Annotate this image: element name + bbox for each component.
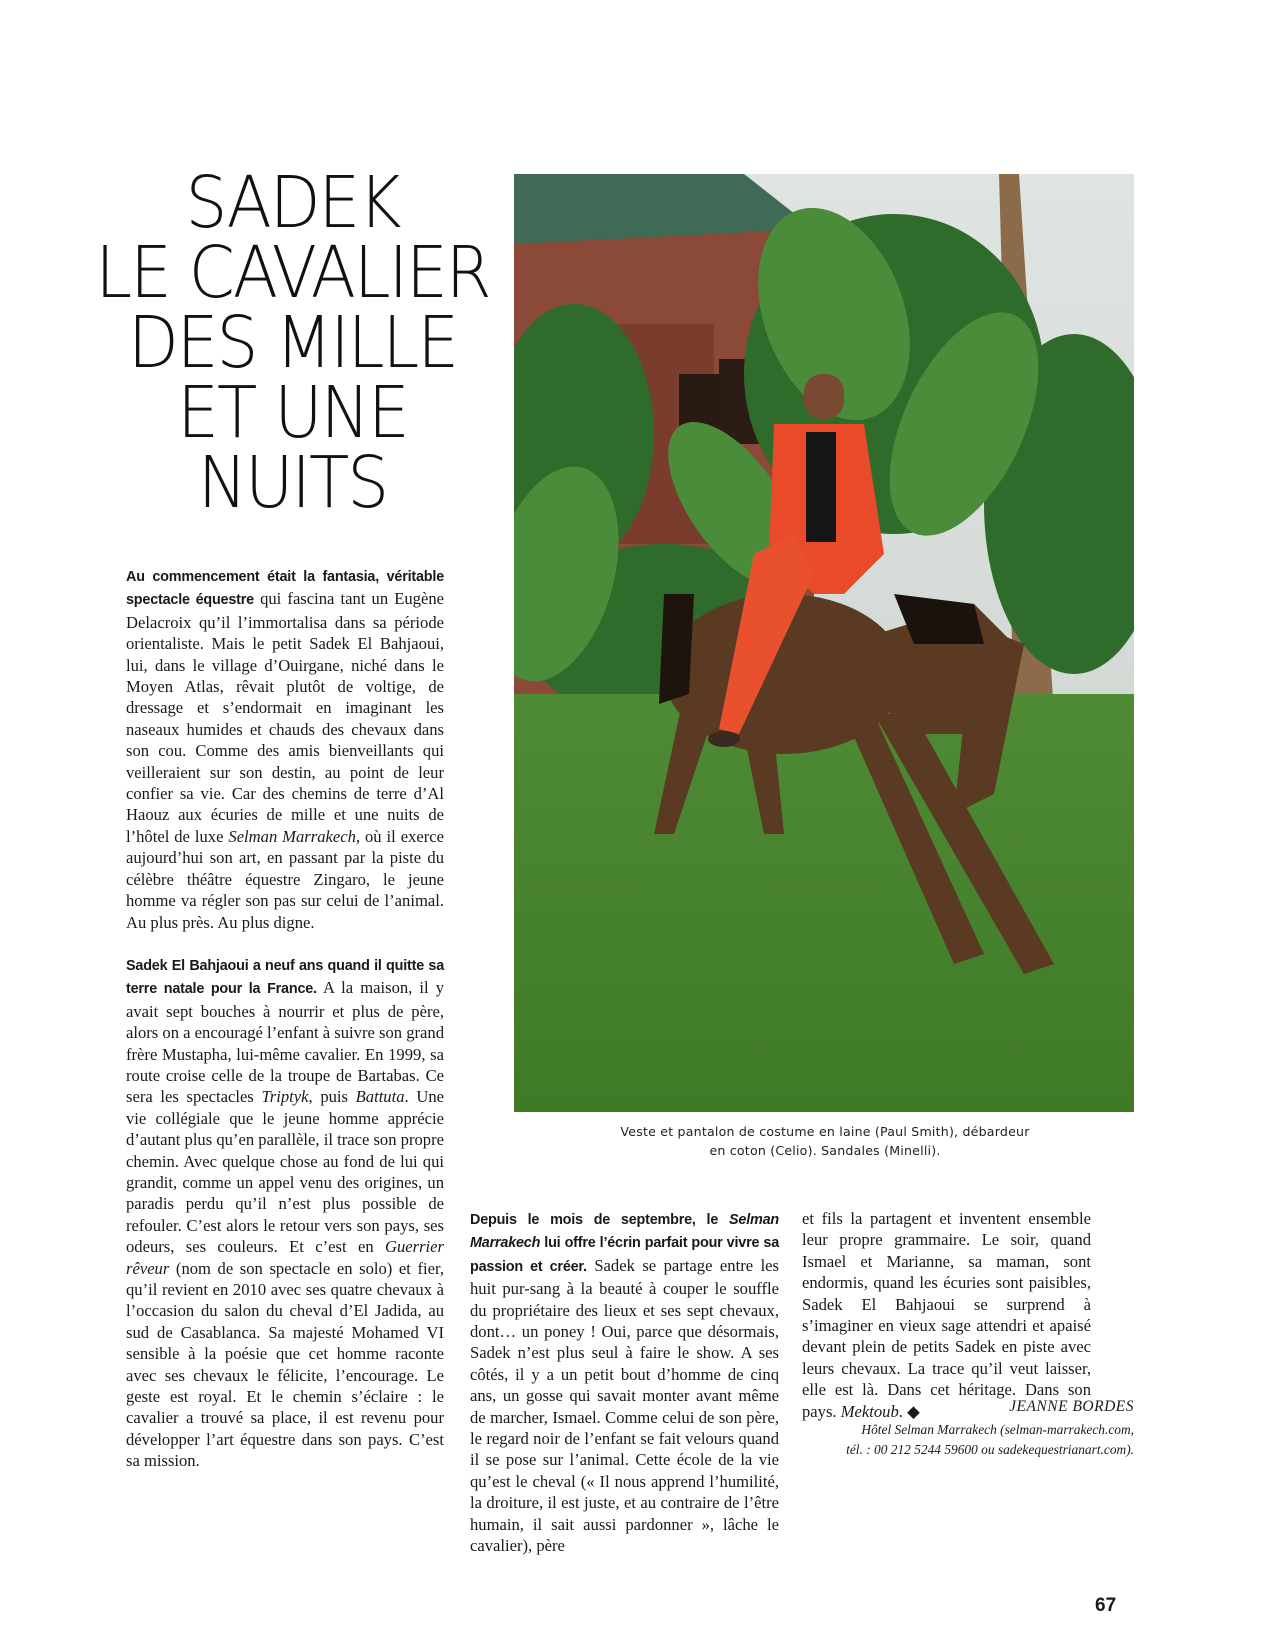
photo-caption — [560, 1122, 1090, 1160]
body-text: Sadek se partage entre les huit pur-sang à la beauté à couper le souffle du propriétaire des lieux et ses sept chevaux, dont… un poney ! Oui, parce que désormais, Sadek n’est plus seul à faire le show. A ses côtés, il y a un petit bout d’homme de cinq ans, un gosse qui savait monter avant même de marcher, Ismael. Comme celui de son père, le regard noir de l’enfant se fait velours quand il se pose sur l’animal. Cette école de la vie qu’est le cheval (« Il nous apprend l’humilité, la droiture, il est juste, et au contraire de l’être humain, il sait aussi pardonner », lâche le cavalier), père — [470, 1255, 780, 1556]
paragraph-continued — [802, 1208, 1091, 1422]
lead-in-italic: Selman Marrakech — [470, 1212, 779, 1252]
author-signature: JEANNE BORDES — [1009, 1398, 1134, 1415]
title-line: NUITS — [197, 440, 388, 525]
lead-in: lui offre l’écrin parfait pour vivre sa passion et créer. — [470, 1235, 779, 1275]
article-title — [95, 160, 490, 525]
lead-in: Au commencement était la fantasia, véritable spectacle équestre — [126, 569, 444, 609]
lead-in: Depuis le mois de septembre, le — [470, 1212, 729, 1228]
article-photo — [514, 174, 1134, 1112]
credit-line: Hôtel Selman Marrakech (selman-marrakech.com, — [861, 1422, 1134, 1437]
caption-line: en coton (Celio). Sandales (Minelli). — [709, 1143, 941, 1158]
body-text: (nom de son spectacle en solo) et fier, qu’il revient en 2010 avec ses quatre chevaux à l’occasion du salon du cheval d’El Jadida, au sud de Casablanca. Sa majesté Mohamed VI sensible à la poésie que cet homme raconte avec ses chevaux le félicite, l’encourage. Le geste est royal. Et le chemin s’éclaire : le cavalier a trouvé sa place, il est revenu pour développer l’art équestre dans son pays. C’est sa mission. — [126, 1258, 444, 1471]
body-italic: Mektoub — [840, 1401, 899, 1421]
title-line: SADEK — [185, 160, 400, 245]
paragraph-second — [126, 954, 444, 1472]
paragraph-intro — [126, 565, 444, 933]
title-line: ET UNE — [177, 370, 408, 455]
article-column-2 — [470, 1208, 779, 1557]
lead-in: Sadek El Bahjaoui a neuf ans quand il quitte sa terre natale pour la France. — [126, 957, 444, 998]
caption-line: Veste et pantalon de costume en laine (Paul Smith), débardeur — [620, 1124, 1030, 1139]
body-text: , puis — [308, 1087, 356, 1107]
body-italic: Triptyk — [261, 1087, 309, 1107]
page-number: 67 — [1095, 1595, 1117, 1616]
body-italic: Guerrier rêveur — [126, 1237, 444, 1278]
credit-line: tél. : 00 212 5244 59600 ou sadekequestrianart.com). — [846, 1442, 1134, 1457]
body-italic: Selman Marrakech — [228, 826, 356, 846]
title-line: LE CAVALIER — [95, 230, 490, 315]
paragraph-third — [470, 1208, 779, 1557]
article-column-3 — [802, 1208, 1091, 1422]
body-text: A la maison, il y avait sept bouches à nourrir et plus de père, alors on a encouragé l’enfant à suivre son grand frère Mustapha, lui-même cavalier. En 1999, sa route croise celle de la troupe de Bartabas. Ce sera les spectacles — [126, 978, 444, 1107]
body-text: qui fascina tant un Eugène Delacroix qu’il l’immortalisa dans sa période orientaliste. Mais le petit Sadek El Bahjaoui, lui, dans le village d’Ouirgane, niché dans le Moyen Atlas, rêvait plutôt de voltige, de dressage et s’endormait en imaginant les naseaux humides et chauds des chevaux dans son cou. Comme des amis bienveillants qui veilleraient sur son destin, au point de leur confier sa vie. Car des chemins de terre d’Al Haouz aux écuries de mille et une nuits de l’hôtel de luxe — [126, 589, 444, 846]
title-line: DES MILLE — [127, 300, 458, 385]
body-italic: Battuta — [355, 1087, 405, 1107]
body-text: . Une vie collégiale que le jeune homme apprécie d’autant plus qu’en parallèle, il trace son propre chemin. Avec quelque chose au fond de lui qui grandit, comme un appel venu des origines, un paradis perdu qu’il n’est plus possible de refouler. C’est alors le retour vers son pays, ses odeurs, ses couleurs. Et c’est en — [126, 1087, 444, 1257]
article-column-1 — [126, 565, 444, 1472]
body-text: et fils la partagent et inventent ensemble leur propre grammaire. Le soir, quand Ismael et Marianne, sa maman, sont endormis, quand les écuries sont paisibles, Sadek El Bahjaoui se surprend à s’imaginer en vieux sage attendri et apaisé devant plein de petits Sadek en piste avec leurs chevaux. La trace qu’il veut laisser, elle est là. Dans cet héritage. Dans son pays. — [802, 1209, 1091, 1421]
end-mark: . ◆ — [898, 1401, 920, 1421]
venue-credit — [802, 1420, 1134, 1460]
body-text: , où il exerce aujourd’hui son art, en passant par la piste du célèbre théâtre équestre Zingaro, le jeune homme va régler son pas sur celui de l’animal. Au plus près. Au plus digne. — [126, 826, 444, 932]
